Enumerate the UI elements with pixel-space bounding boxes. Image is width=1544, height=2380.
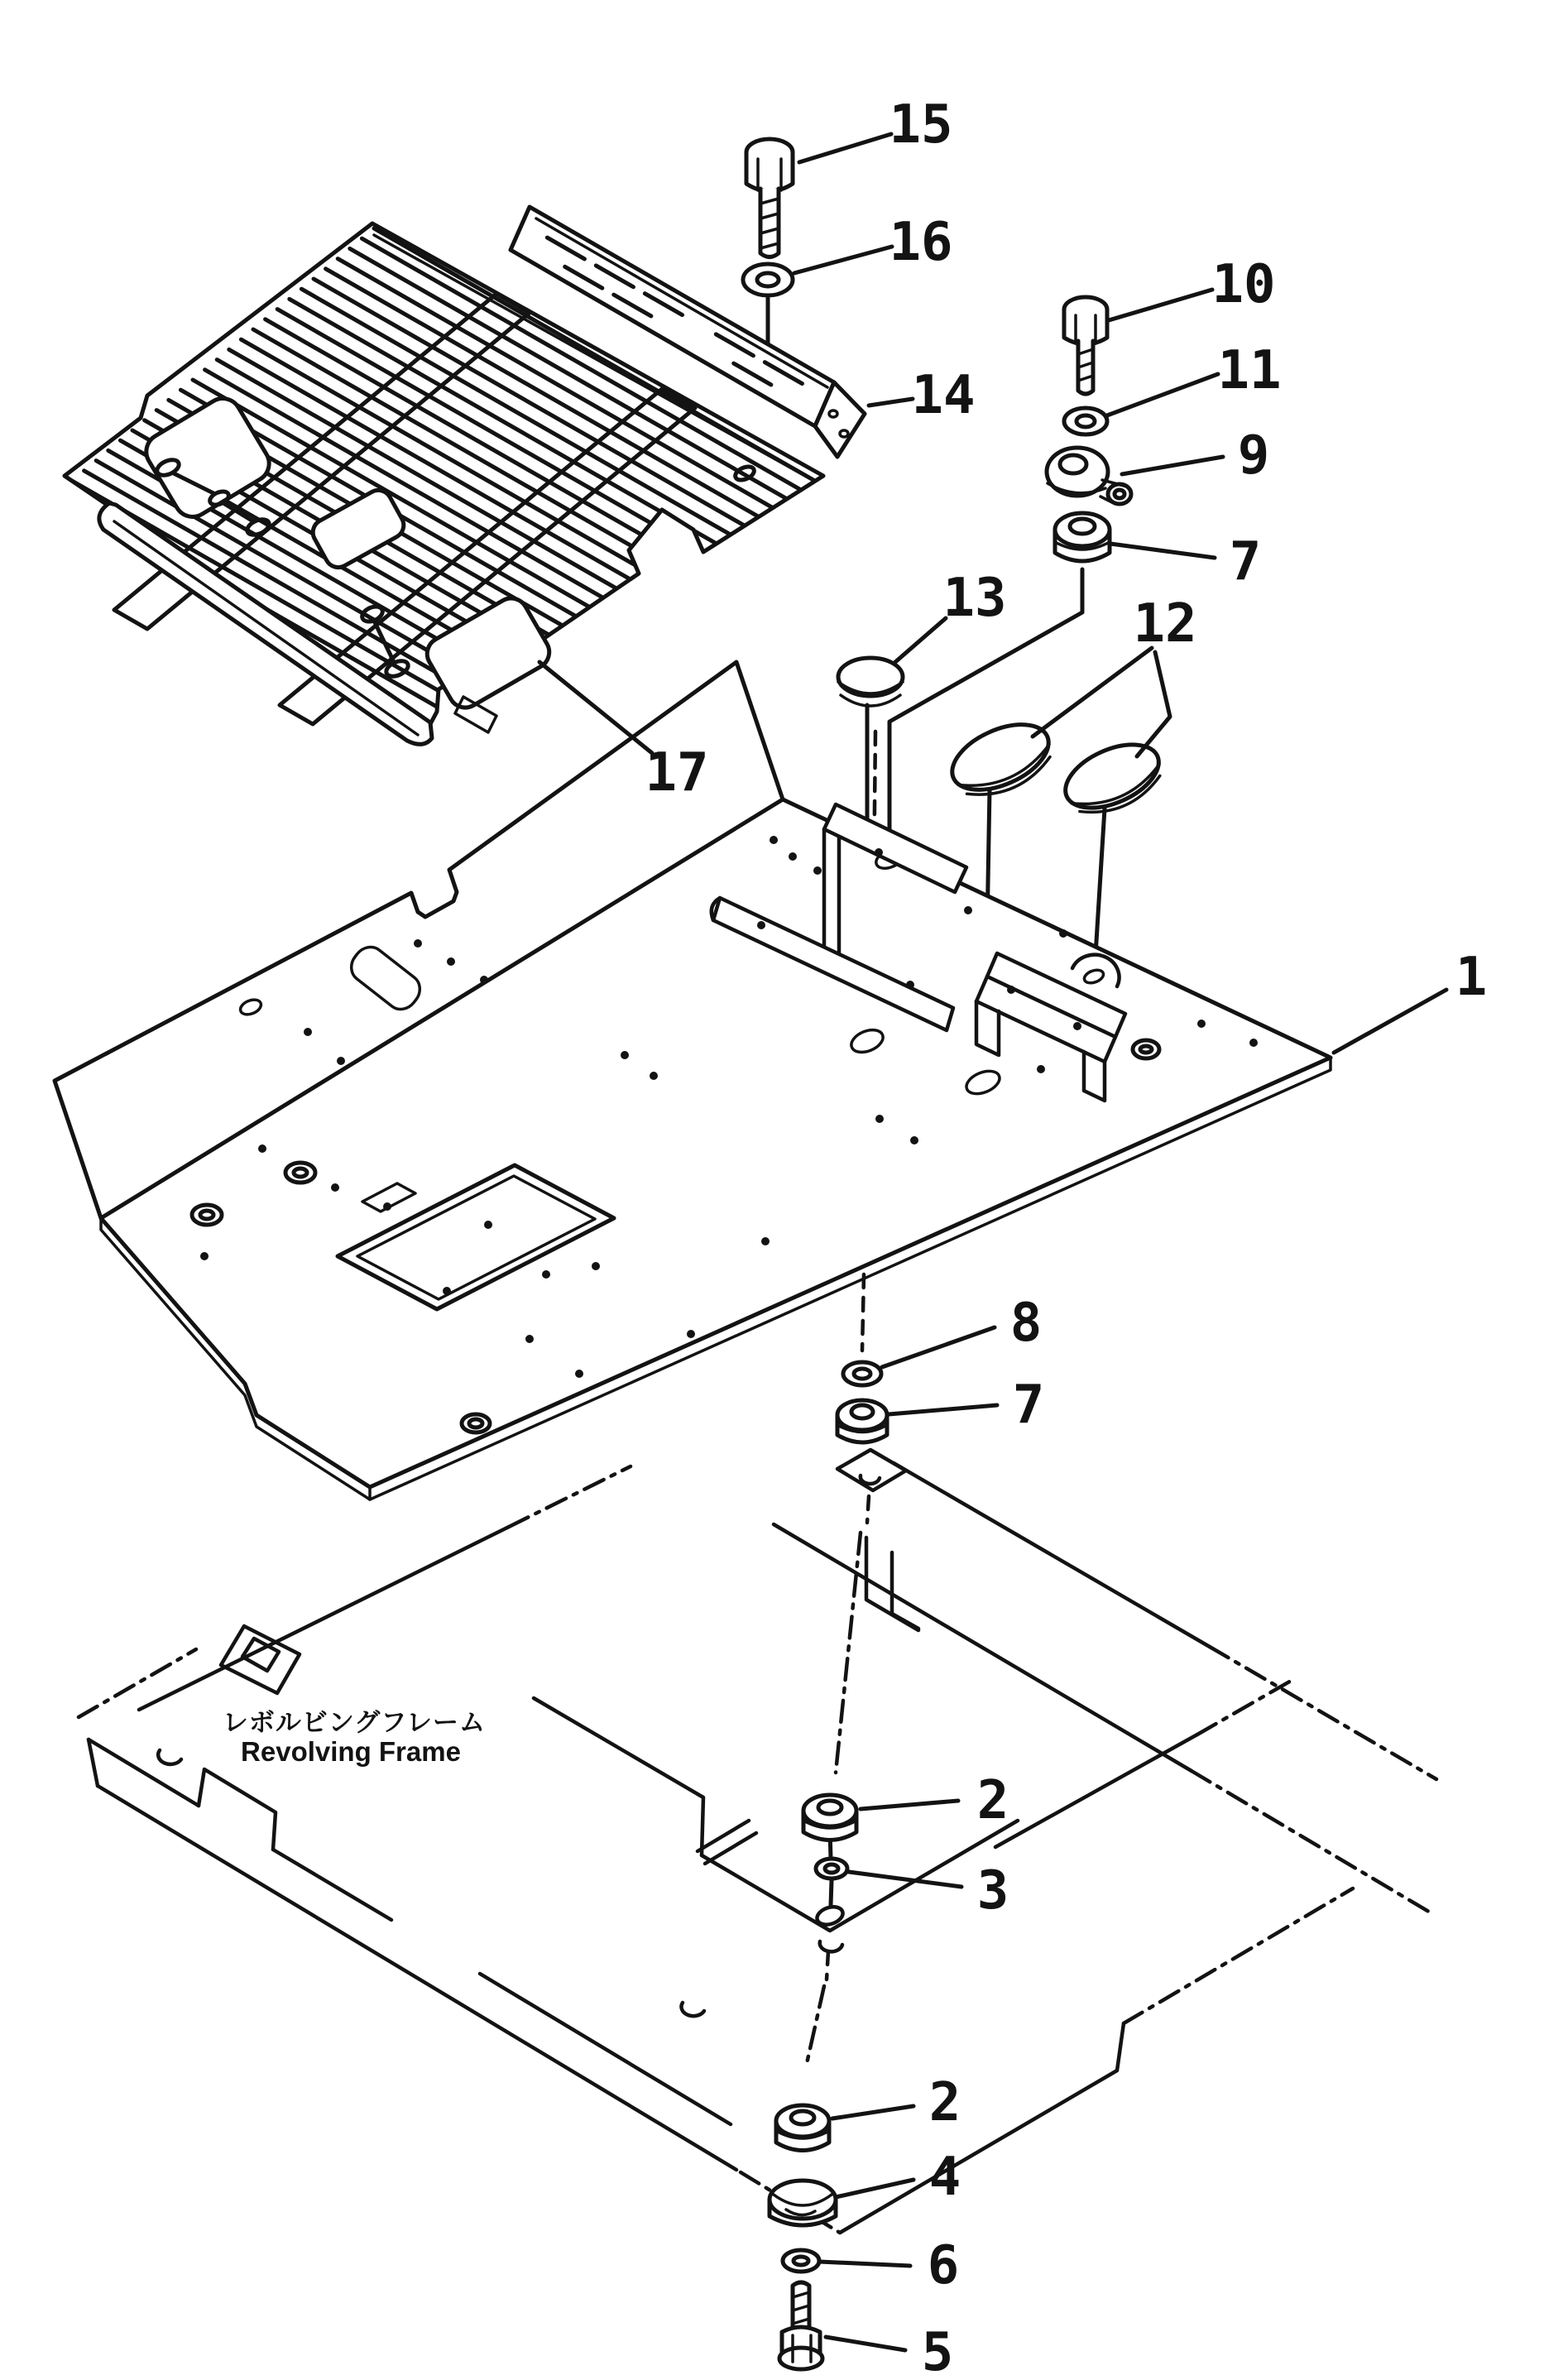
frame-deck-edge xyxy=(774,1524,1192,1771)
cap-12-right xyxy=(1056,732,1170,825)
callout-12: 12 xyxy=(1133,593,1197,655)
cushion-4 xyxy=(770,2181,836,2225)
washer-16 xyxy=(743,264,793,295)
revolving-frame xyxy=(79,1450,1436,2233)
callout-14: 14 xyxy=(911,365,976,426)
grommet-7-upper xyxy=(1055,513,1110,561)
grommet-2-upper xyxy=(803,1795,856,1840)
grommet-7-lower xyxy=(837,1400,887,1442)
callout-3: 3 xyxy=(976,1860,1009,1922)
callout-8: 8 xyxy=(1009,1293,1043,1354)
bolt-15 xyxy=(746,139,793,257)
frame-caption-english: Revolving Frame xyxy=(241,1736,461,1767)
frame-back-edge xyxy=(139,1527,509,1710)
grommet-2-lower xyxy=(776,2105,829,2151)
callout-10: 10 xyxy=(1211,254,1276,315)
washer-6 xyxy=(783,2250,819,2272)
callout-9: 9 xyxy=(1237,425,1270,487)
cap-13 xyxy=(838,658,903,706)
callout-4: 4 xyxy=(928,2147,961,2208)
callout-1: 1 xyxy=(1455,947,1488,1008)
washer-11 xyxy=(1064,408,1107,434)
callout-15: 15 xyxy=(889,94,953,156)
callout-2a: 2 xyxy=(976,1770,1009,1831)
frame-front-wall-bottom xyxy=(98,1786,736,2170)
callout-6: 6 xyxy=(927,2235,960,2296)
washer-3 xyxy=(816,1859,847,1879)
callout-5: 5 xyxy=(921,2322,954,2380)
callout-17: 17 xyxy=(645,742,709,804)
clamp-9 xyxy=(1047,448,1131,504)
callout-7b: 7 xyxy=(1012,1375,1045,1436)
callout-7a: 7 xyxy=(1229,531,1262,593)
callout-2b: 2 xyxy=(928,2072,961,2133)
bolt-5 xyxy=(779,2282,822,2369)
cap-12-left xyxy=(942,712,1061,809)
washer-8 xyxy=(843,1362,881,1385)
frame-front-wall-top xyxy=(89,1739,199,1806)
callout-13: 13 xyxy=(942,568,1007,629)
bolt-10 xyxy=(1064,297,1107,394)
frame-caption-japanese: レボルビングフレーム xyxy=(222,1708,487,1738)
callout-11: 11 xyxy=(1217,340,1282,401)
callout-16: 16 xyxy=(889,212,953,273)
